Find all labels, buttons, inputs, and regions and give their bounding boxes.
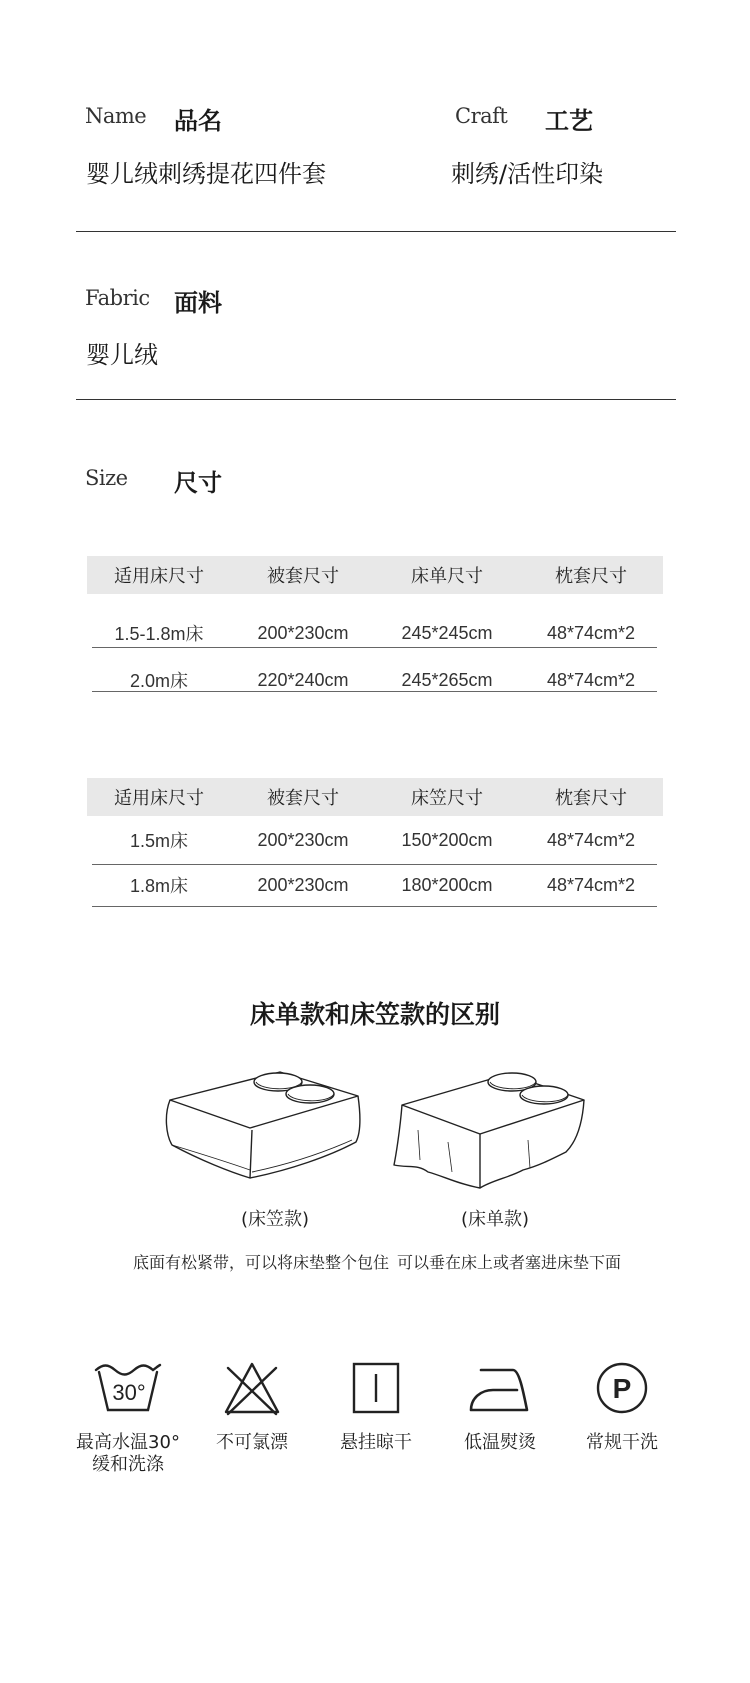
size-table-fitted xyxy=(87,778,663,906)
fabric-value: 婴儿绒 xyxy=(86,341,158,369)
name-cn-label: 品名 xyxy=(174,107,222,135)
product-name-value: 婴儿绒刺绣提花四件套 xyxy=(86,160,326,188)
table-row xyxy=(87,658,663,702)
care-item-wash xyxy=(68,1360,188,1476)
table-cell: 1.8m床 xyxy=(129,876,189,896)
table-row xyxy=(87,816,663,864)
table-header-cell: 适用床尺寸 xyxy=(87,778,231,816)
wash-temperature: 30° xyxy=(112,1380,146,1405)
care-label-line: 最高水温30° xyxy=(76,1432,180,1453)
care-label-line: 低温熨烫 xyxy=(464,1432,536,1453)
no-bleach-icon xyxy=(222,1360,282,1418)
fabric-cn-label: 面料 xyxy=(174,289,222,317)
table-cell: 1.5-1.8m床 xyxy=(114,624,204,644)
table-cell: 200*230cm xyxy=(257,829,349,850)
table-row xyxy=(87,594,663,658)
table-cell: 48*74cm*2 xyxy=(546,622,636,643)
table-row xyxy=(87,864,663,906)
table-cell: 245*245cm xyxy=(401,622,493,643)
row-divider xyxy=(92,864,657,865)
care-item-hang-dry xyxy=(316,1360,436,1454)
care-label-line: 悬挂晾干 xyxy=(340,1432,412,1453)
care-label-line: 不可氯漂 xyxy=(216,1432,288,1453)
size-table-flat xyxy=(87,556,663,702)
table-cell: 48*74cm*2 xyxy=(546,874,636,895)
row-divider xyxy=(92,691,657,692)
care-label xyxy=(192,1432,312,1454)
care-item-dry-clean xyxy=(562,1360,682,1454)
fabric-en-label: Fabric xyxy=(85,286,150,310)
row-divider xyxy=(92,647,657,648)
table-cell: 48*74cm*2 xyxy=(546,669,636,690)
care-item-no-bleach xyxy=(192,1360,312,1454)
fitted-sheet-caption: (床笠款) xyxy=(240,1209,310,1230)
table-header-row xyxy=(87,556,663,594)
care-label-line: 缓和洗涤 xyxy=(92,1454,164,1475)
hang-dry-icon xyxy=(346,1360,406,1418)
table-header-cell: 被套尺寸 xyxy=(231,778,375,816)
flat-sheet-description: 可以垂在床上或者塞进床垫下面 xyxy=(397,1253,622,1272)
table-header-cell: 被套尺寸 xyxy=(231,556,375,594)
craft-value: 刺绣/活性印染 xyxy=(451,160,604,188)
name-en-label: Name xyxy=(85,104,147,128)
table-header-cell: 床笠尺寸 xyxy=(375,778,519,816)
flat-sheet-caption: (床单款) xyxy=(460,1209,530,1230)
care-label xyxy=(562,1432,682,1454)
care-label xyxy=(68,1432,188,1476)
fitted-sheet-description: 底面有松紧带，可以将床垫整个包住 xyxy=(133,1253,390,1272)
table-cell: 48*74cm*2 xyxy=(546,829,636,850)
craft-en-label: Craft xyxy=(455,104,508,128)
table-cell: 180*200cm xyxy=(401,874,493,895)
table-cell: 1.5m床 xyxy=(129,831,189,851)
craft-cn-label: 工艺 xyxy=(545,107,593,135)
table-cell: 2.0m床 xyxy=(129,671,189,691)
size-en-label: Size xyxy=(85,466,128,490)
dry-clean-letter: P xyxy=(612,1373,632,1404)
size-cn-label: 尺寸 xyxy=(174,469,222,497)
divider xyxy=(76,231,676,232)
fitted-sheet-bed-illustration xyxy=(160,1060,370,1190)
dry-clean-p-icon xyxy=(592,1360,652,1418)
table-header-cell: 床单尺寸 xyxy=(375,556,519,594)
table-header-row xyxy=(87,778,663,816)
divider xyxy=(76,399,676,400)
table-cell: 200*230cm xyxy=(257,874,349,895)
table-cell: 245*265cm xyxy=(401,669,493,690)
table-header-cell: 枕套尺寸 xyxy=(519,778,663,816)
table-cell: 220*240cm xyxy=(257,669,349,690)
table-cell: 200*230cm xyxy=(257,622,349,643)
table-cell: 150*200cm xyxy=(401,829,493,850)
flat-sheet-bed-illustration xyxy=(388,1060,598,1195)
care-label xyxy=(316,1432,436,1454)
care-label-line: 常规干洗 xyxy=(586,1432,658,1453)
table-header-cell: 适用床尺寸 xyxy=(87,556,231,594)
care-item-low-iron xyxy=(440,1360,560,1454)
low-iron-icon xyxy=(467,1360,533,1418)
difference-title: 床单款和床笠款的区别 xyxy=(249,1000,500,1029)
row-divider xyxy=(92,906,657,907)
care-label xyxy=(440,1432,560,1454)
table-header-cell: 枕套尺寸 xyxy=(519,556,663,594)
wash-30-icon xyxy=(93,1360,163,1418)
